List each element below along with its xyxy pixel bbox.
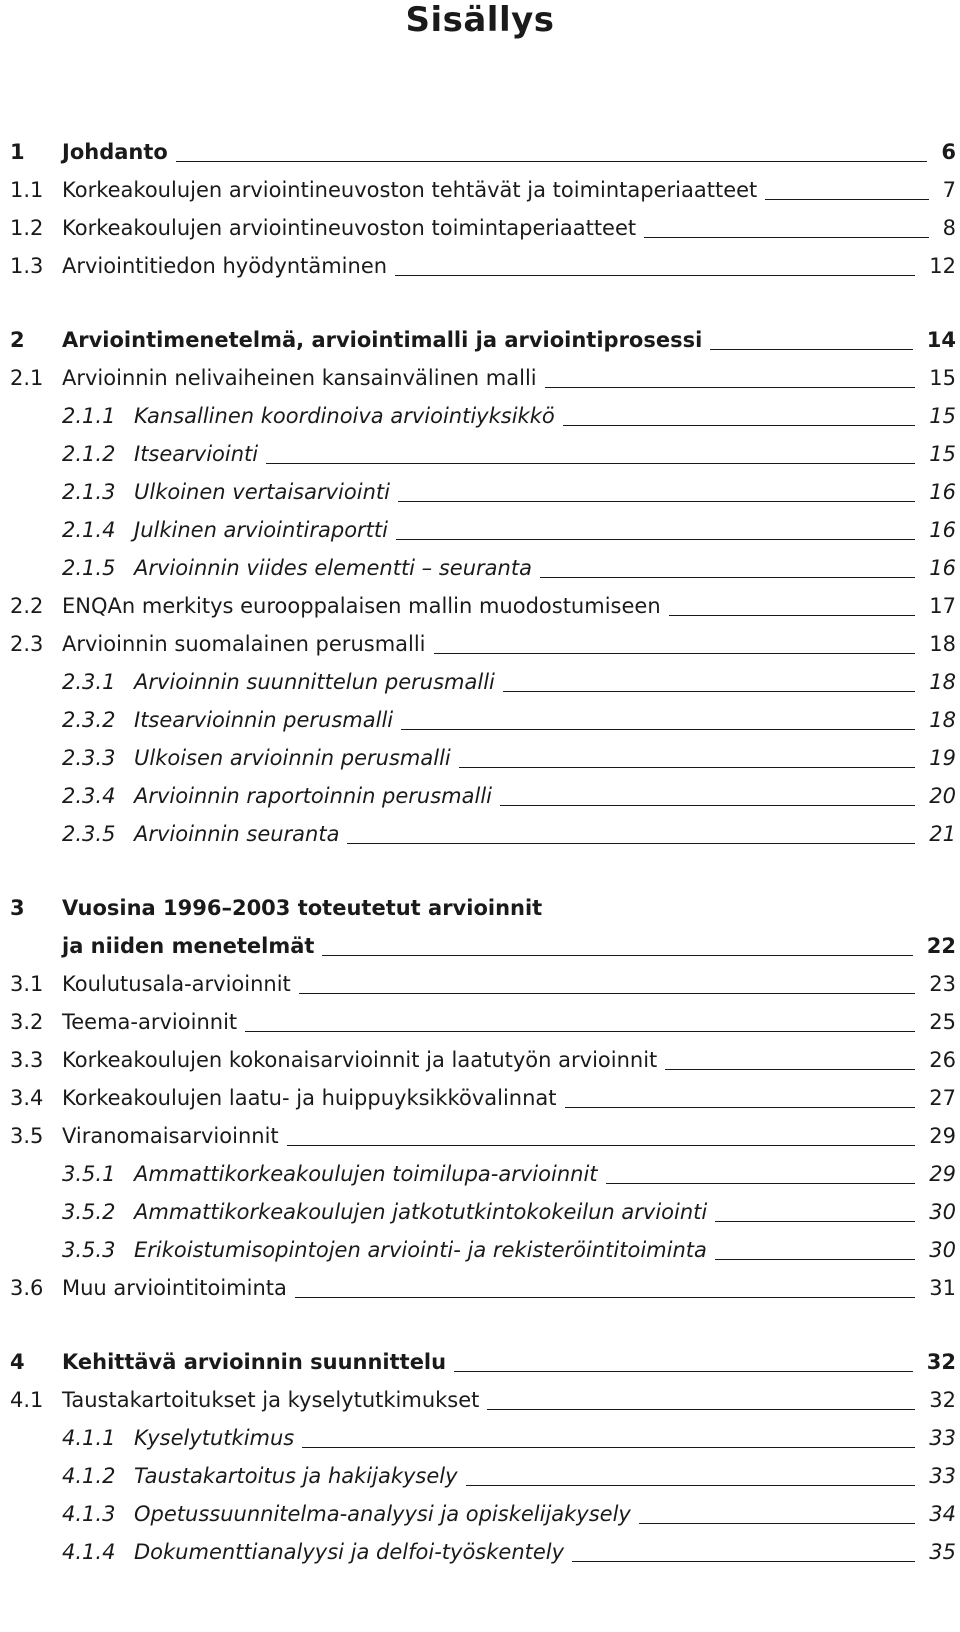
entry-page: 32 [926, 1350, 956, 1374]
leader-line [287, 1145, 915, 1146]
entry-title: Johdanto [62, 140, 168, 164]
entry-title: Arvioinnin raportoinnin perusmalli [134, 784, 493, 808]
toc-section-1-1[interactable] [10, 175, 956, 211]
entry-title: Opetussuunnitelma-analyysi ja opiskelijakysely [134, 1502, 631, 1526]
leader-line [500, 805, 915, 806]
entry-page: 8 [942, 216, 956, 240]
entry-number: 3.6 [10, 1276, 44, 1300]
entry-number: 4.1.1 [62, 1426, 116, 1450]
toc-subsection-3-5-3[interactable] [10, 1235, 956, 1271]
entry-number: 4.1 [10, 1388, 44, 1412]
toc-subsection-4-1-4[interactable] [10, 1537, 956, 1573]
entry-title: Arviointitiedon hyödyntäminen [62, 254, 388, 278]
entry-number: 4.1.4 [62, 1540, 116, 1564]
entry-title: Arvioinnin viides elementti – seuranta [134, 556, 532, 580]
leader-line [545, 387, 915, 388]
leader-line [639, 1523, 915, 1524]
entry-number: 2.1.2 [62, 442, 116, 466]
entry-number: 3.5 [10, 1124, 44, 1148]
leader-line [565, 1107, 915, 1108]
entry-page: 17 [929, 594, 956, 618]
entry-page: 6 [941, 140, 956, 164]
entry-title: Teema-arvioinnit [62, 1010, 238, 1034]
entry-title: Kansallinen koordinoiva arviointiyksikkö [134, 404, 555, 428]
leader-line [715, 1221, 915, 1222]
entry-title: Itsearvioinnin perusmalli [134, 708, 394, 732]
entry-page: 22 [926, 934, 956, 958]
entry-title: Viranomaisarvioinnit [62, 1124, 279, 1148]
leader-line [503, 691, 915, 692]
entry-page: 33 [929, 1464, 956, 1488]
entry-number: 4.1.3 [62, 1502, 116, 1526]
entry-page: 19 [929, 746, 956, 770]
entry-number: 4 [10, 1350, 25, 1374]
entry-title: Ammattikorkeakoulujen toimilupa-arvioinnit [134, 1162, 598, 1186]
leader-line [396, 539, 915, 540]
toc-subsection-2-1-3[interactable] [10, 477, 956, 513]
entry-title: Ulkoisen arvioinnin perusmalli [134, 746, 451, 770]
entry-number: 3.3 [10, 1048, 44, 1072]
entry-number: 2.3.1 [62, 670, 116, 694]
entry-page: 18 [929, 708, 956, 732]
entry-page: 30 [929, 1238, 956, 1262]
leader-line [434, 653, 915, 654]
entry-page: 23 [929, 972, 956, 996]
entry-page: 15 [929, 442, 956, 466]
toc-section-3-4[interactable] [10, 1083, 956, 1119]
entry-title: Taustakartoitus ja hakijakysely [134, 1464, 458, 1488]
toc-subsection-2-3-5[interactable] [10, 819, 956, 855]
entry-page: 32 [929, 1388, 956, 1412]
entry-page: 25 [929, 1010, 956, 1034]
entry-title: Arvioinnin nelivaiheinen kansainvälinen malli [62, 366, 537, 390]
leader-line [487, 1409, 915, 1410]
leader-line [459, 767, 915, 768]
entry-number: 4.1.2 [62, 1464, 116, 1488]
entry-title: Ammattikorkeakoulujen jatkotutkintokokeilun arviointi [134, 1200, 708, 1224]
leader-line [302, 1447, 915, 1448]
entry-title: Korkeakoulujen laatu- ja huippuyksikkövalinnat [62, 1086, 557, 1110]
toc-subsection-2-3-3[interactable] [10, 743, 956, 779]
leader-line [401, 729, 915, 730]
entry-title: Ulkoinen vertaisarviointi [134, 480, 390, 504]
leader-line [606, 1183, 915, 1184]
toc-subsection-2-1-1[interactable] [10, 401, 956, 437]
leader-line [176, 161, 927, 162]
toc-subsection-4-1-2[interactable] [10, 1461, 956, 1497]
entry-page: 27 [929, 1086, 956, 1110]
entry-title-line-2: ja niiden menetelmät [62, 934, 315, 958]
toc-section-3-2[interactable] [10, 1007, 956, 1043]
entry-page: 16 [929, 480, 956, 504]
entry-title: Arvioinnin suomalainen perusmalli [62, 632, 426, 656]
entry-number: 3.5.3 [62, 1238, 116, 1262]
toc-chapter-2[interactable] [10, 325, 956, 361]
entry-number: 2.1 [10, 366, 44, 390]
entry-page: 30 [929, 1200, 956, 1224]
leader-line [540, 577, 915, 578]
toc-subsection-3-5-1[interactable] [10, 1159, 956, 1195]
toc-section-3-3[interactable] [10, 1045, 956, 1081]
leader-line [322, 955, 913, 956]
entry-number: 2.3.2 [62, 708, 116, 732]
entry-page: 15 [929, 404, 956, 428]
toc-chapter-3-line-1[interactable] [10, 893, 956, 929]
entry-number: 1.2 [10, 216, 44, 240]
entry-number: 3.5.2 [62, 1200, 116, 1224]
toc-section-1-3[interactable] [10, 251, 956, 287]
entry-title: Kehittävä arvioinnin suunnittelu [62, 1350, 447, 1374]
toc-chapter-3-line-2[interactable] [10, 931, 956, 967]
entry-number: 2.3.4 [62, 784, 116, 808]
entry-number: 2.2 [10, 594, 44, 618]
leader-line [466, 1485, 915, 1486]
entry-title: Erikoistumisopintojen arviointi- ja rekisteröintitoiminta [134, 1238, 707, 1262]
entry-title: Julkinen arviointiraportti [134, 518, 388, 542]
entry-title: Itsearviointi [134, 442, 259, 466]
entry-title: Koulutusala-arvioinnit [62, 972, 291, 996]
entry-number: 2.3.3 [62, 746, 116, 770]
toc-subsection-4-1-1[interactable] [10, 1423, 956, 1459]
entry-page: 34 [929, 1502, 956, 1526]
entry-number: 2.3 [10, 632, 44, 656]
entry-number: 1.3 [10, 254, 44, 278]
entry-title: Kyselytutkimus [134, 1426, 295, 1450]
entry-page: 35 [929, 1540, 956, 1564]
toc-subsection-4-1-3[interactable] [10, 1499, 956, 1535]
toc-section-1-2[interactable] [10, 213, 956, 249]
entry-title: Korkeakoulujen arviointineuvoston tehtävät ja toimintaperiaatteet [62, 178, 758, 202]
entry-page: 18 [929, 670, 956, 694]
entry-title: Arviointimenetelmä, arviointimalli ja arviointiprosessi [62, 328, 703, 352]
toc-chapter-1[interactable] [10, 137, 956, 173]
toc-section-2-3[interactable] [10, 629, 956, 665]
toc-subsection-2-3-2[interactable] [10, 705, 956, 741]
entry-title: Muu arviointitoiminta [62, 1276, 287, 1300]
entry-page: 7 [942, 178, 956, 202]
toc-section-3-1[interactable] [10, 969, 956, 1005]
leader-line [295, 1297, 915, 1298]
entry-page: 20 [929, 784, 956, 808]
entry-number: 3.2 [10, 1010, 44, 1034]
leader-line [669, 615, 915, 616]
leader-line [563, 425, 915, 426]
entry-number: 1 [10, 140, 25, 164]
entry-page: 31 [929, 1276, 956, 1300]
entry-number: 1.1 [10, 178, 44, 202]
leader-line [454, 1371, 913, 1372]
entry-title: Arvioinnin suunnittelun perusmalli [134, 670, 495, 694]
entry-title-line-1: Vuosina 1996–2003 toteutetut arvioinnit [62, 896, 543, 920]
leader-line [398, 501, 915, 502]
toc-section-3-6[interactable] [10, 1273, 956, 1309]
entry-title: Taustakartoitukset ja kyselytutkimukset [62, 1388, 480, 1412]
entry-page: 16 [929, 556, 956, 580]
leader-line [665, 1069, 915, 1070]
entry-title: ENQAn merkitys eurooppalaisen mallin muodostumiseen [62, 594, 661, 618]
toc-subsection-2-1-4[interactable] [10, 515, 956, 551]
toc-section-3-5[interactable] [10, 1121, 956, 1157]
page-title: Sisällys [405, 0, 555, 40]
toc-subsection-2-3-4[interactable] [10, 781, 956, 817]
entry-title: Arvioinnin seuranta [134, 822, 340, 846]
entry-number: 3.1 [10, 972, 44, 996]
leader-line [347, 843, 915, 844]
entry-number: 2.1.1 [62, 404, 116, 428]
leader-line [715, 1259, 915, 1260]
toc-subsection-2-1-2[interactable] [10, 439, 956, 475]
leader-line [644, 237, 929, 238]
leader-line [710, 349, 913, 350]
entry-number: 2.3.5 [62, 822, 116, 846]
entry-number: 2.1.4 [62, 518, 116, 542]
entry-page: 33 [929, 1426, 956, 1450]
entry-number: 2.1.3 [62, 480, 116, 504]
leader-line [266, 463, 915, 464]
entry-page: 15 [929, 366, 956, 390]
toc-section-2-1[interactable] [10, 363, 956, 399]
toc-subsection-3-5-2[interactable] [10, 1197, 956, 1233]
entry-page: 26 [929, 1048, 956, 1072]
entry-number: 3 [10, 896, 25, 920]
entry-page: 16 [929, 518, 956, 542]
entry-page: 21 [929, 822, 956, 846]
entry-page: 18 [929, 632, 956, 656]
leader-line [572, 1561, 915, 1562]
entry-page: 12 [929, 254, 956, 278]
entry-page: 14 [926, 328, 956, 352]
leader-line [299, 993, 915, 994]
entry-number: 2 [10, 328, 25, 352]
entry-page: 29 [929, 1124, 956, 1148]
leader-line [765, 199, 929, 200]
entry-title: Dokumenttianalyysi ja delfoi-työskentely [134, 1540, 565, 1564]
toc-subsection-2-3-1[interactable] [10, 667, 956, 703]
leader-line [245, 1031, 915, 1032]
leader-line [395, 275, 915, 276]
entry-number: 3.5.1 [62, 1162, 116, 1186]
entry-number: 3.4 [10, 1086, 44, 1110]
entry-number: 2.1.5 [62, 556, 116, 580]
toc-section-2-2[interactable] [10, 591, 956, 627]
entry-title: Korkeakoulujen arviointineuvoston toimintaperiaatteet [62, 216, 637, 240]
toc-section-4-1[interactable] [10, 1385, 956, 1421]
toc-chapter-4[interactable] [10, 1347, 956, 1383]
entry-title: Korkeakoulujen kokonaisarvioinnit ja laatutyön arvioinnit [62, 1048, 658, 1072]
toc-subsection-2-1-5[interactable] [10, 553, 956, 589]
entry-page: 29 [929, 1162, 956, 1186]
